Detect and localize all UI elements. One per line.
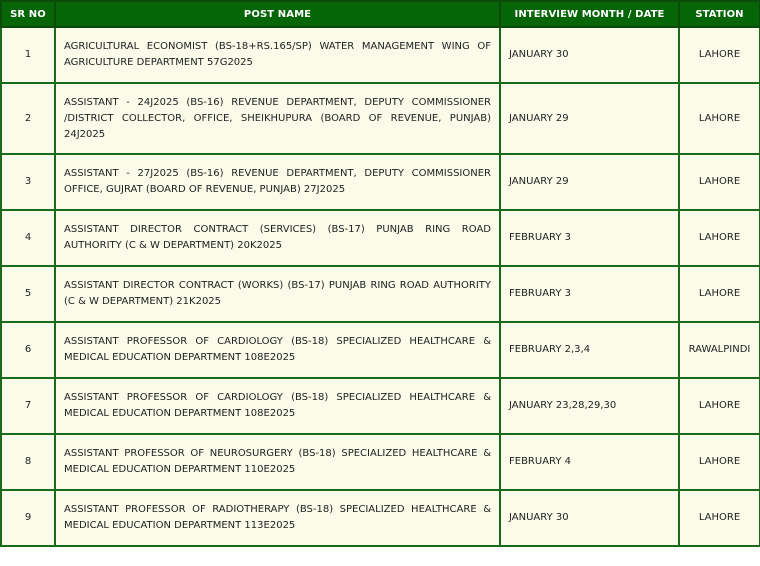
table-row <box>1 266 760 322</box>
station-cell: LAHORE <box>679 434 760 490</box>
post-name-cell: ASSISTANT PROFESSOR OF RADIOTHERAPY (BS-18) SPECIALIZED HEALTHCARE & MEDICAL EDUCATION DEPARTMENT 113E2025 <box>55 490 500 546</box>
interview-date-cell: FEBRUARY 2,3,4 <box>500 322 679 378</box>
table-row <box>1 210 760 266</box>
table-row <box>1 154 760 210</box>
station-cell: LAHORE <box>679 83 760 154</box>
sr-no-cell: 8 <box>1 434 55 490</box>
table-header-row <box>1 1 760 27</box>
header-interview-date: INTERVIEW MONTH / DATE <box>500 1 679 27</box>
interview-date-cell: JANUARY 23,28,29,30 <box>500 378 679 434</box>
station-cell: LAHORE <box>679 490 760 546</box>
interview-date-cell: JANUARY 29 <box>500 83 679 154</box>
sr-no-cell: 1 <box>1 27 55 83</box>
table-row <box>1 322 760 378</box>
station-cell: RAWALPINDI <box>679 322 760 378</box>
interview-date-cell: JANUARY 30 <box>500 27 679 83</box>
sr-no-cell: 5 <box>1 266 55 322</box>
sr-no-cell: 7 <box>1 378 55 434</box>
station-cell: LAHORE <box>679 210 760 266</box>
station-cell: LAHORE <box>679 378 760 434</box>
interview-date-cell: FEBRUARY 4 <box>500 434 679 490</box>
post-name-cell: ASSISTANT PROFESSOR OF CARDIOLOGY (BS-18) SPECIALIZED HEALTHCARE & MEDICAL EDUCATION DEPARTMENT 108E2025 <box>55 378 500 434</box>
table-row <box>1 83 760 154</box>
header-sr-no: SR NO <box>1 1 55 27</box>
interview-date-cell: FEBRUARY 3 <box>500 210 679 266</box>
post-name-cell: ASSISTANT - 24J2025 (BS-16) REVENUE DEPARTMENT, DEPUTY COMMISSIONER /DISTRICT COLLECTOR, OFFICE, SHEIKHUPURA (BOARD OF REVENUE, PUNJAB) 24J2025 <box>55 83 500 154</box>
interview-date-cell: FEBRUARY 3 <box>500 266 679 322</box>
post-name-cell: ASSISTANT - 27J2025 (BS-16) REVENUE DEPARTMENT, DEPUTY COMMISSIONER OFFICE, GUJRAT (BOARD OF REVENUE, PUNJAB) 27J2025 <box>55 154 500 210</box>
sr-no-cell: 2 <box>1 83 55 154</box>
post-name-cell: ASSISTANT PROFESSOR OF CARDIOLOGY (BS-18) SPECIALIZED HEALTHCARE & MEDICAL EDUCATION DEPARTMENT 108E2025 <box>55 322 500 378</box>
header-post-name: POST NAME <box>55 1 500 27</box>
table-row <box>1 434 760 490</box>
sr-no-cell: 3 <box>1 154 55 210</box>
table-row <box>1 27 760 83</box>
header-station: STATION <box>679 1 760 27</box>
station-cell: LAHORE <box>679 27 760 83</box>
sr-no-cell: 9 <box>1 490 55 546</box>
station-cell: LAHORE <box>679 266 760 322</box>
interview-date-cell: JANUARY 30 <box>500 490 679 546</box>
post-name-cell: ASSISTANT DIRECTOR CONTRACT (SERVICES) (BS-17) PUNJAB RING ROAD AUTHORITY (C & W DEPARTMENT) 20K2025 <box>55 210 500 266</box>
interview-date-cell: JANUARY 29 <box>500 154 679 210</box>
post-name-cell: ASSISTANT PROFESSOR OF NEUROSURGERY (BS-18) SPECIALIZED HEALTHCARE & MEDICAL EDUCATION DEPARTMENT 110E2025 <box>55 434 500 490</box>
post-name-cell: AGRICULTURAL ECONOMIST (BS-18+RS.165/SP) WATER MANAGEMENT WING OF AGRICULTURE DEPARTMENT 57G2025 <box>55 27 500 83</box>
sr-no-cell: 4 <box>1 210 55 266</box>
post-name-cell: ASSISTANT DIRECTOR CONTRACT (WORKS) (BS-17) PUNJAB RING ROAD AUTHORITY (C & W DEPARTMENT) 21K2025 <box>55 266 500 322</box>
station-cell: LAHORE <box>679 154 760 210</box>
table-row <box>1 490 760 546</box>
table-row <box>1 378 760 434</box>
sr-no-cell: 6 <box>1 322 55 378</box>
